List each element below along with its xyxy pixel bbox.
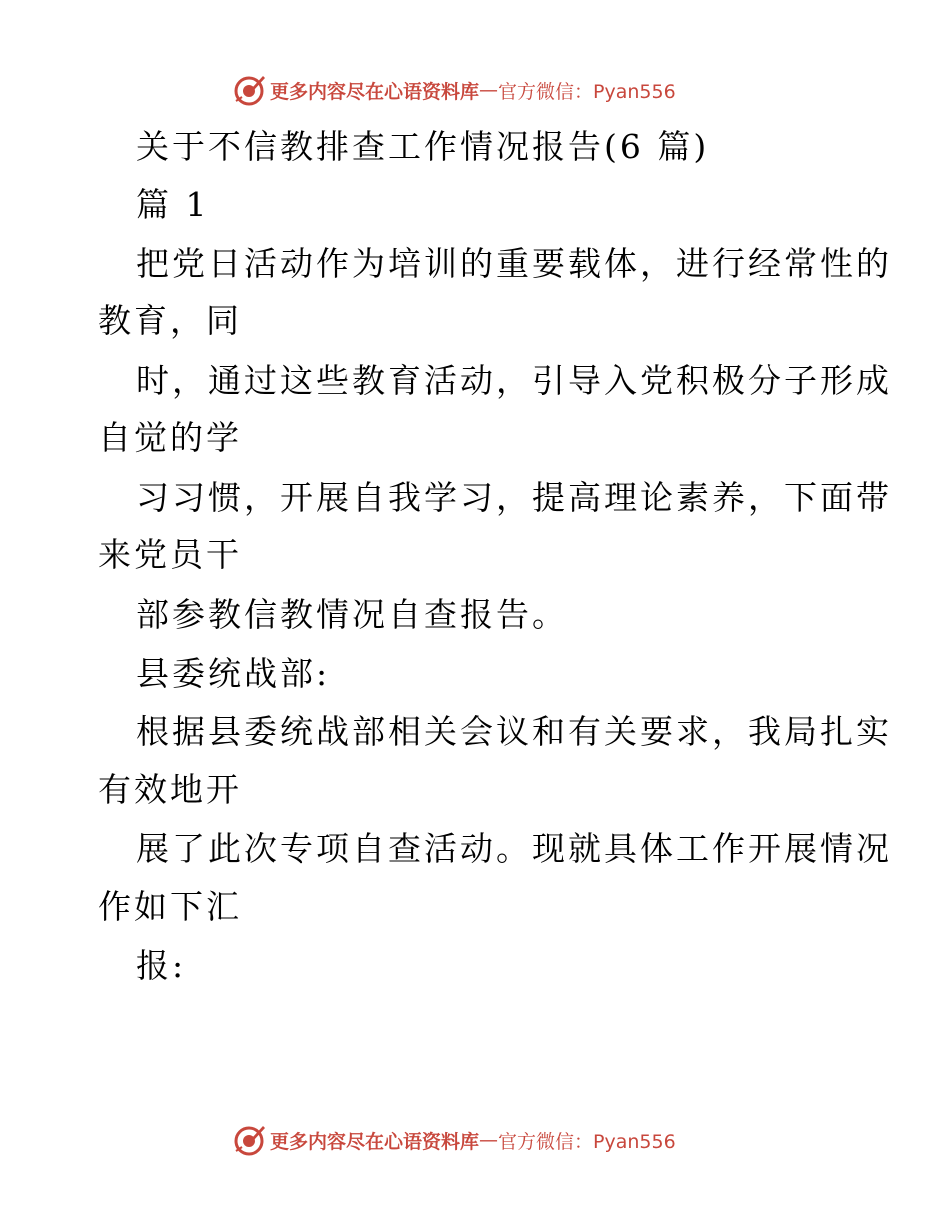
paragraph-line: 时，通过这些教育活动，引导入党积极分子形成 [136,361,892,400]
paragraph-line: 部参教信教情况自查报告。 [136,595,568,634]
banner-wechat: 官方微信：Pyan556 [498,1130,676,1153]
paragraph-line: 县委统战部: [136,654,331,693]
paragraph-line: 展了此次专项自查活动。现就具体工作开展情况 [136,829,892,868]
paragraph-line: 来党员干 [98,535,242,574]
header-banner [232,70,676,110]
banner-site-name: 更多内容尽在心语资料库 [270,80,480,103]
footer-banner [232,1120,676,1160]
paragraph-line: 习习惯，开展自我学习，提高理论素养，下面带 [136,478,892,517]
pen-logo-icon [232,73,266,107]
document-title: 关于不信教排查工作情况报告(6 篇) [136,127,710,166]
paragraph-line: 教育，同 [98,301,242,340]
section-heading: 篇 1 [136,185,210,224]
banner-wechat: 官方微信：Pyan556 [498,80,676,103]
banner-dash: — [479,1129,499,1151]
paragraph-line: 把党日活动作为培训的重要载体，进行经常性的 [136,244,892,283]
paragraph-line: 有效地开 [98,770,242,809]
paragraph-line: 作如下汇 [98,887,242,926]
paragraph-line: 根据县委统战部相关会议和有关要求，我局扎实 [136,712,892,751]
banner-dash: — [479,79,499,101]
pen-logo-icon [232,1123,266,1157]
banner-site-name: 更多内容尽在心语资料库 [270,1130,480,1153]
paragraph-line: 报: [136,946,187,985]
paragraph-line: 自觉的学 [98,418,242,457]
